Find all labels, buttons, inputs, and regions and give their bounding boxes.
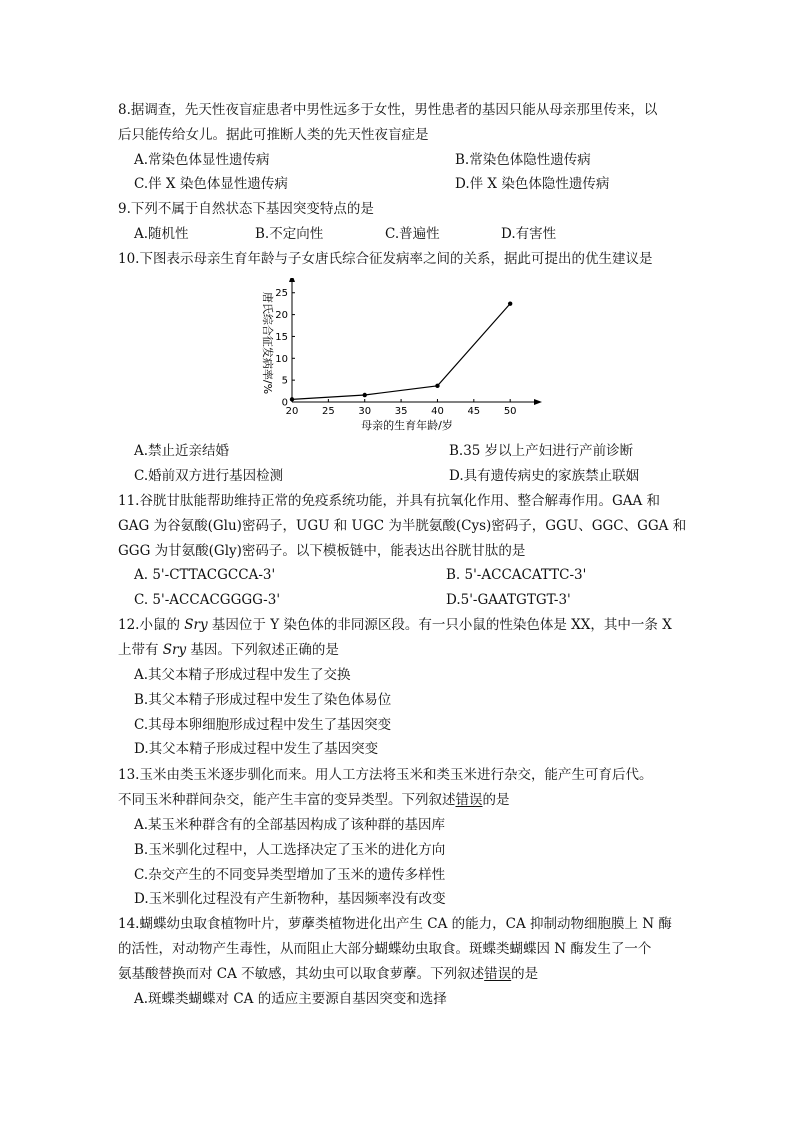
y-tick-label: 5 [281,375,288,387]
q8-stem-line1: 8.据调查，先天性夜盲症患者中男性远多于女性，男性患者的基因只能从母亲那里传来，以 [118,102,658,118]
q11-option-d: D.5'-GAATGTGT-3' [446,592,571,608]
y-tick-label: 20 [275,310,288,322]
q10-option-c: C.婚前双方进行基因检测 [134,468,284,484]
chart-x-axis-label: 母亲的生育年龄/岁 [361,419,453,432]
q8-option-d: D.伴 X 染色体隐性遗传病 [455,176,610,192]
q11-option-c: C. 5'-ACCACGGGG-3' [134,592,281,608]
q10-option-d: D.具有遗传病史的家族禁止联姻 [449,468,640,484]
x-tick-label: 50 [503,406,517,417]
q11-option-a: A. 5'-CTTACGCCA-3' [134,567,276,583]
y-tick-label: 25 [275,288,288,300]
q13-text: 的是 [482,792,510,808]
q8-option-b: B.常染色体隐性遗传病 [455,152,591,168]
q13-text: 不同玉米种群间杂交，能产生丰富的变异类型。下列叙述 [118,792,456,808]
q14-stem-line3 [118,965,538,983]
q11-stem-line1: 11.谷胱甘肽能帮助维持正常的免疫系统功能，并具有抗氧化作用、整合解毒作用。GAA 和 [118,493,661,509]
chart-axes [289,278,542,405]
data-point [290,397,294,401]
x-tick-label: 35 [394,406,408,417]
data-point [508,301,512,305]
x-tick-label: 40 [431,406,444,417]
q12-option-b: B.其父本精子形成过程中发生了染色体易位 [134,692,392,708]
x-tick-label: 25 [321,406,335,417]
down-syndrome-chart [250,278,550,438]
x-tick-label: 30 [358,406,372,417]
q9-option-b: B.不定向性 [255,226,324,242]
q13-option-b: B.玉米驯化过程中，人工选择决定了玉米的进化方向 [134,842,446,858]
q14-stem-line1: 14.蝴蝶幼虫取食植物叶片，萝藦类植物进化出产生 CA 的能力，CA 抑制动物细胞膜上 N 酶 [118,916,672,932]
data-point [435,384,439,388]
q14-stem-line2: 的活性，对动物产生毒性，从而阻止大部分蝴蝶幼虫取食。斑蝶类蝴蝶因 N 酶发生了一个 [118,941,652,957]
y-tick-label: 10 [275,353,288,365]
x-tick-label: 20 [285,406,299,417]
chart-series [290,301,513,401]
q9-option-c: C.普遍性 [385,226,440,242]
q8-option-c: C.伴 X 染色体显性遗传病 [134,176,288,192]
q13-option-a: A.某玉米种群含有的全部基因构成了该种群的基因库 [134,817,446,833]
q13-option-c: C.杂交产生的不同变异类型增加了玉米的遗传多样性 [134,867,446,883]
q9-stem: 9.下列不属于自然状态下基因突变特点的是 [118,201,374,217]
q12-option-d: D.其父本精子形成过程中发生了基因突变 [134,741,379,757]
series-line [292,304,510,400]
q12-text: 12.小鼠的 [118,617,185,633]
q13-stem-line2 [118,791,510,809]
q12-option-c: C.其母本卵细胞形成过程中发生了基因突变 [134,717,392,733]
q11-stem-line2: GAG 为谷氨酸(Glu)密码子，UGU 和 UGC 为半胱氨酸(Cys)密码子，GGU、GGC、GGA 和 [118,518,687,534]
x-tick-label: 45 [467,406,481,417]
data-point [363,393,367,397]
chart-y-axis-label: 唐氏综合征发病率/% [261,291,274,395]
q12-text: 上带有 [118,642,163,658]
q12-stem-line1 [118,616,672,634]
q10-option-b: B.35 岁以上产妇进行产前诊断 [449,443,634,459]
emphasis-word: 错误 [484,966,512,982]
x-axis-arrow [534,399,542,405]
q12-stem-line2 [118,641,339,659]
q14-option-a: A.斑蝶类蝴蝶对 CA 的适应主要源自基因突变和选择 [134,991,447,1007]
q8-stem-line2: 后只能传给女儿。据此可推断人类的先天性夜盲症是 [118,127,429,143]
gene-name: Sry [184,617,208,633]
q10-stem: 10.下图表示母亲生育年龄与子女唐氏综合征发病率之间的关系，据此可提出的优生建议是 [118,251,653,267]
gene-name: Sry [162,642,187,658]
q10-option-a: A.禁止近亲结婚 [134,443,230,459]
y-tick-label: 15 [275,331,288,343]
q13-stem-line1: 13.玉米由类玉米逐步驯化而来。用人工方法将玉米和类玉米进行杂交，能产生可育后代。 [118,767,653,783]
q12-text: 基因位于 Y 染色体的非同源区段。有一只小鼠的性染色体是 XX，其中一条 X [207,617,672,633]
y-axis-arrow [289,278,295,282]
q12-option-a: A.其父本精子形成过程中发生了交换 [134,667,351,683]
y-tick-label: 0 [281,397,288,409]
q14-text: 氨基酸替换而对 CA 不敏感，其幼虫可以取食萝藦。下列叙述 [118,966,485,982]
q13-option-d: D.玉米驯化过程没有产生新物种，基因频率没有改变 [134,891,446,907]
emphasis-word: 错误 [455,792,483,808]
q12-text: 基因。下列叙述正确的是 [186,642,339,658]
q14-text: 的是 [511,966,539,982]
q9-option-a: A.随机性 [134,226,189,242]
q8-option-a: A.常染色体显性遗传病 [134,152,270,168]
q11-option-b: B. 5'-ACCACATTC-3' [446,567,587,583]
q9-option-d: D.有害性 [501,226,557,242]
q11-stem-line3: GGG 为甘氨酸(Gly)密码子。以下模板链中，能表达出谷胱甘肽的是 [118,543,526,559]
